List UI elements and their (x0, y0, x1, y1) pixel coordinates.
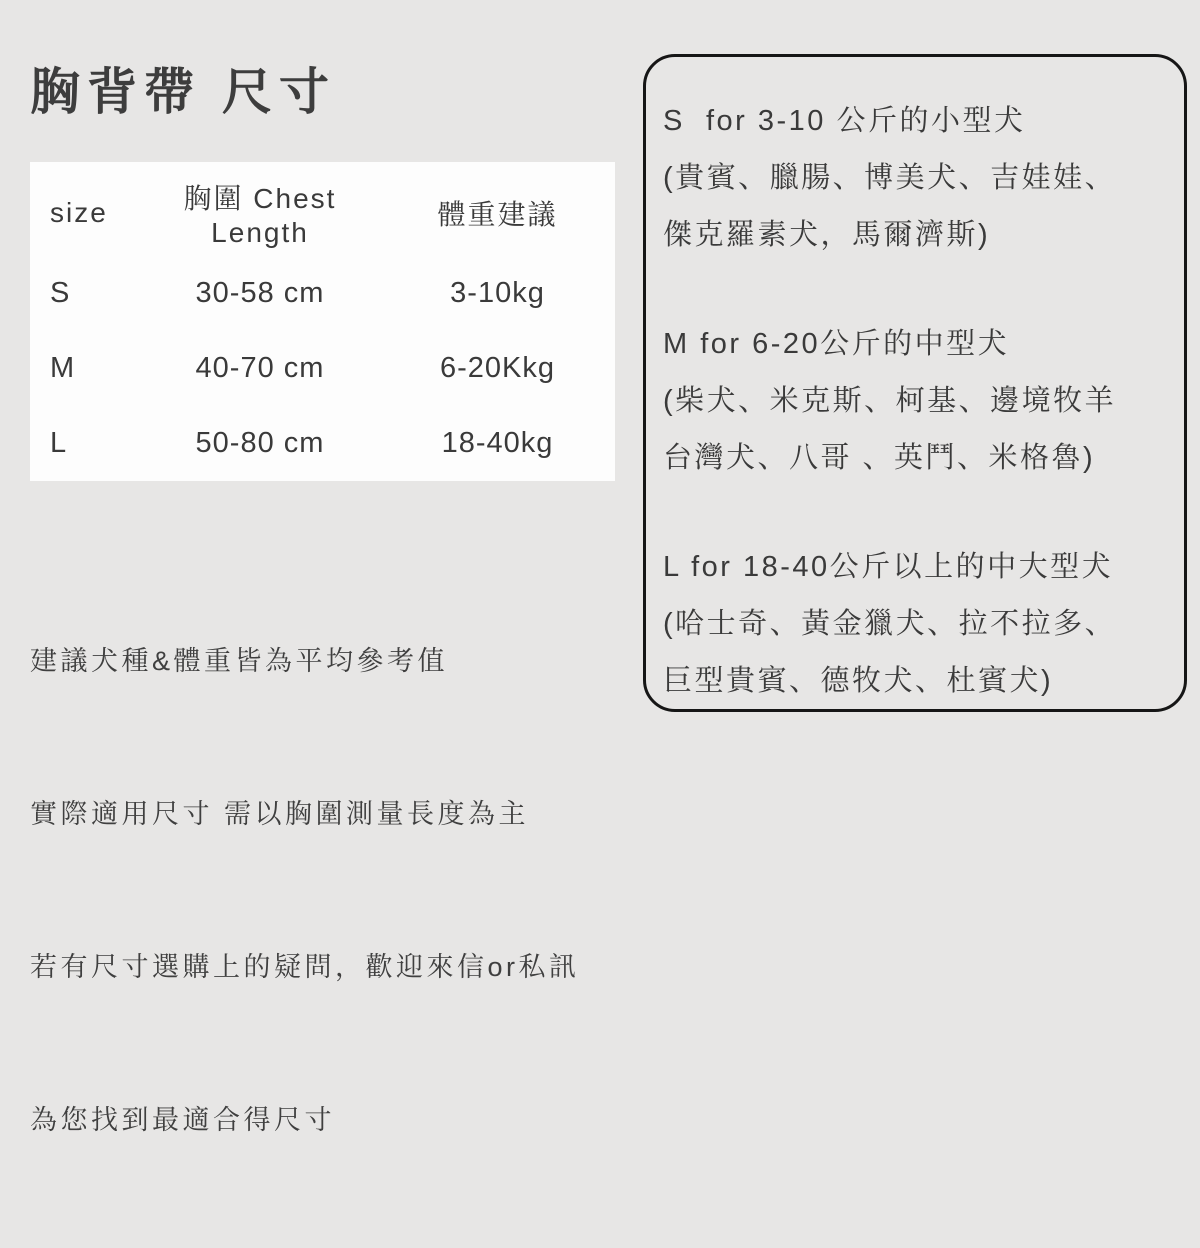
weight-value: 3-10kg (450, 277, 545, 309)
breed-line: (貴賓、臘腸、博美犬、吉娃娃、 (663, 162, 1117, 194)
note-line: 建議犬種&體重皆為平均參考值 (30, 646, 449, 676)
breed-section-m (663, 316, 1174, 487)
table-row-s (30, 277, 615, 310)
header-weight-suggestion: 體重建議 (437, 199, 558, 230)
chest-value: 50-80 cm (195, 427, 325, 459)
header-chest-length: 胸圍 Chest Length (183, 183, 337, 248)
sizing-notes (30, 534, 580, 1248)
size-label: L (50, 427, 68, 459)
breed-heading-l: L for 18-40公斤以上的中大型犬 (663, 551, 1114, 583)
breed-heading-s: S for 3-10 公斤的小型犬 (663, 105, 1026, 137)
breed-line: (哈士奇、黃金獵犬、拉不拉多、 (663, 608, 1117, 640)
breed-heading-m: M for 6-20公斤的中型犬 (663, 328, 1010, 360)
weight-value: 6-20Kkg (439, 352, 555, 384)
chest-value: 40-70 cm (195, 352, 325, 384)
breed-section-l (663, 539, 1174, 710)
chest-value: 30-58 cm (195, 277, 325, 309)
header-size: size (50, 197, 108, 228)
page-title: 胸背帶 尺寸 (30, 64, 336, 120)
weight-value: 18-40kg (441, 427, 554, 459)
size-label: M (50, 352, 76, 384)
note-line: 實際適用尺寸 需以胸圍測量長度為主 (30, 799, 530, 829)
breed-section-s (663, 93, 1174, 264)
note-line: 為您找到最適合得尺寸 (30, 1105, 335, 1135)
table-row-m (30, 352, 615, 385)
breed-line: (柴犬、米克斯、柯基、邊境牧羊 (663, 385, 1117, 417)
breed-recommendation-box (643, 54, 1187, 712)
breed-line: 台灣犬、八哥 、英鬥、米格魯) (663, 442, 1096, 474)
size-table (30, 162, 615, 481)
breed-line: 傑克羅素犬，馬爾濟斯) (663, 219, 991, 251)
size-label: S (50, 277, 71, 309)
breed-line: 巨型貴賓、德牧犬、杜賓犬) (663, 665, 1054, 697)
table-row-l (30, 427, 615, 460)
table-header-row (30, 177, 615, 249)
note-line: 若有尺寸選購上的疑問，歡迎來信or私訊 (30, 952, 580, 982)
